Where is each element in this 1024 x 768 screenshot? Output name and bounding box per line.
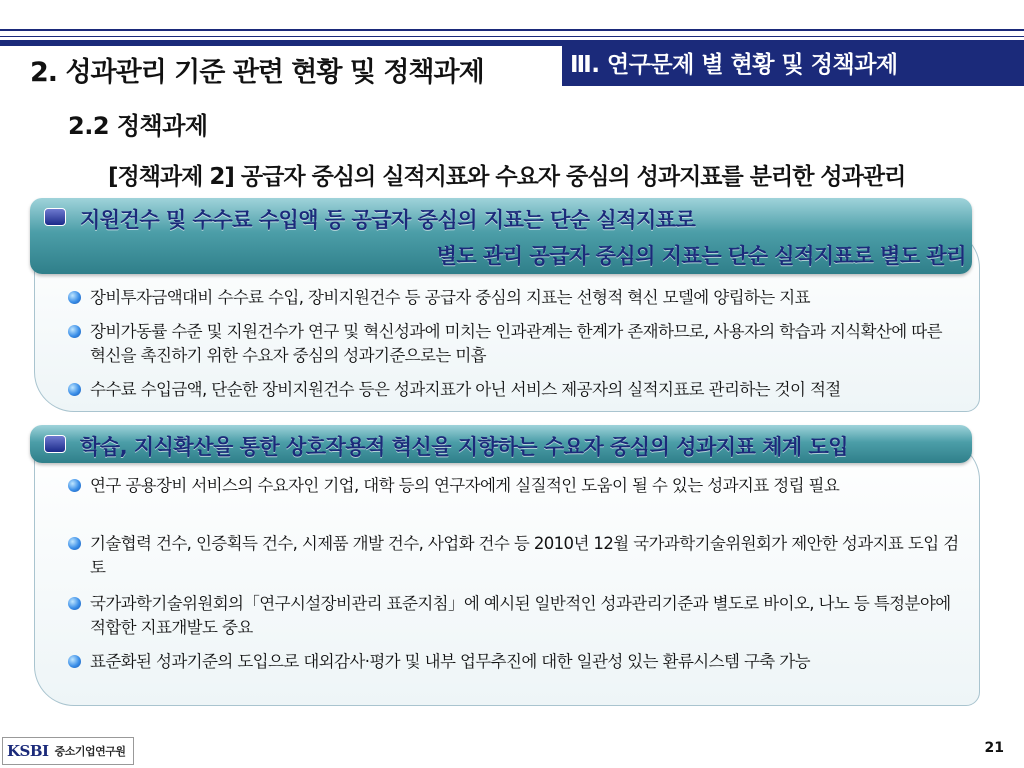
list-item-text: 국가과학기술위원회의「연구시설장비관리 표준지침」에 예시된 일반적인 성과관리기준과 별도로 바이오, 나노 등 특정분야에 적합한 지표개발도 중요 [90, 594, 951, 637]
page-title: 2. 성과관리 기준 관련 현황 및 정책과제 [30, 57, 484, 88]
page-number: 21 [984, 740, 1004, 756]
list-item-text: 장비투자금액대비 수수료 수입, 장비지원건수 등 공급자 중심의 지표는 선형적 혁신 모델에 양립하는 지표 [90, 288, 810, 307]
bullet-dot-icon [68, 291, 81, 304]
section1-heading-line1: 지원건수 및 수수료 수입액 등 공급자 중심의 지표는 단순 실적지표로 [80, 208, 696, 232]
square-bullet-icon [44, 208, 66, 226]
bullet-dot-icon [68, 597, 81, 610]
list-item-text: 표준화된 성과기준의 도입으로 대외감사·평가 및 내부 업무추진에 대한 일관성 있는 환류시스템 구축 가능 [90, 652, 810, 671]
list-item [68, 320, 948, 368]
section-tag: Ⅲ. 연구문제 별 현황 및 정책과제 [562, 44, 1024, 86]
bullet-dot-icon [68, 479, 81, 492]
list-item [68, 532, 968, 580]
kosbi-logo [2, 737, 134, 765]
logo-text: 중소기업연구원 [54, 745, 126, 758]
bullet-dot-icon [68, 383, 81, 396]
list-item-text: 수수료 수입금액, 단순한 장비지원건수 등은 성과지표가 아닌 서비스 제공자의 실적지표로 관리하는 것이 적절 [90, 380, 841, 399]
list-item-text: 기술협력 건수, 인증획득 건수, 시제품 개발 건수, 사업화 건수 등 2010년 12월 국가과학기술위원회가 제안한 성과지표 도입 검토 [90, 534, 959, 577]
task-title: [정책과제 2] 공급자 중심의 실적지표와 수요자 중심의 성과지표를 분리한 성과관리 [108, 164, 906, 190]
list-item [68, 474, 968, 498]
top-rule [0, 29, 1024, 31]
bullet-dot-icon [68, 325, 81, 338]
list-item-text: 장비가동률 수준 및 지원건수가 연구 및 혁신성과에 미치는 인과관계는 한계가 존재하므로, 사용자의 학습과 지식확산에 따른 혁신을 촉진하기 위한 수요자 중심의 성과기준으로는 미흡 [90, 322, 942, 365]
section1-heading-bar [30, 198, 972, 274]
section2-heading: 학습, 지식확산을 통한 상호작용적 혁신을 지향하는 수요자 중심의 성과지표 체계 도입 [80, 435, 849, 459]
section2-heading-bar [30, 425, 972, 463]
logo-mark: KSBI [7, 742, 49, 760]
section1-heading-line2: 별도 관리 공급자 중심의 지표는 단순 실적지표로 별도 관리 [436, 244, 966, 268]
list-item [68, 592, 968, 640]
bullet-dot-icon [68, 537, 81, 550]
square-bullet-icon [44, 435, 66, 453]
list-item [68, 378, 948, 402]
list-item-text: 연구 공용장비 서비스의 수요자인 기업, 대학 등의 연구자에게 실질적인 도움이 될 수 있는 성과지표 정립 필요 [90, 476, 840, 495]
sub-title: 2.2 정책과제 [68, 112, 208, 140]
bullet-dot-icon [68, 655, 81, 668]
list-item [68, 286, 948, 310]
top-rule-thin [0, 36, 1024, 37]
list-item [68, 650, 968, 674]
